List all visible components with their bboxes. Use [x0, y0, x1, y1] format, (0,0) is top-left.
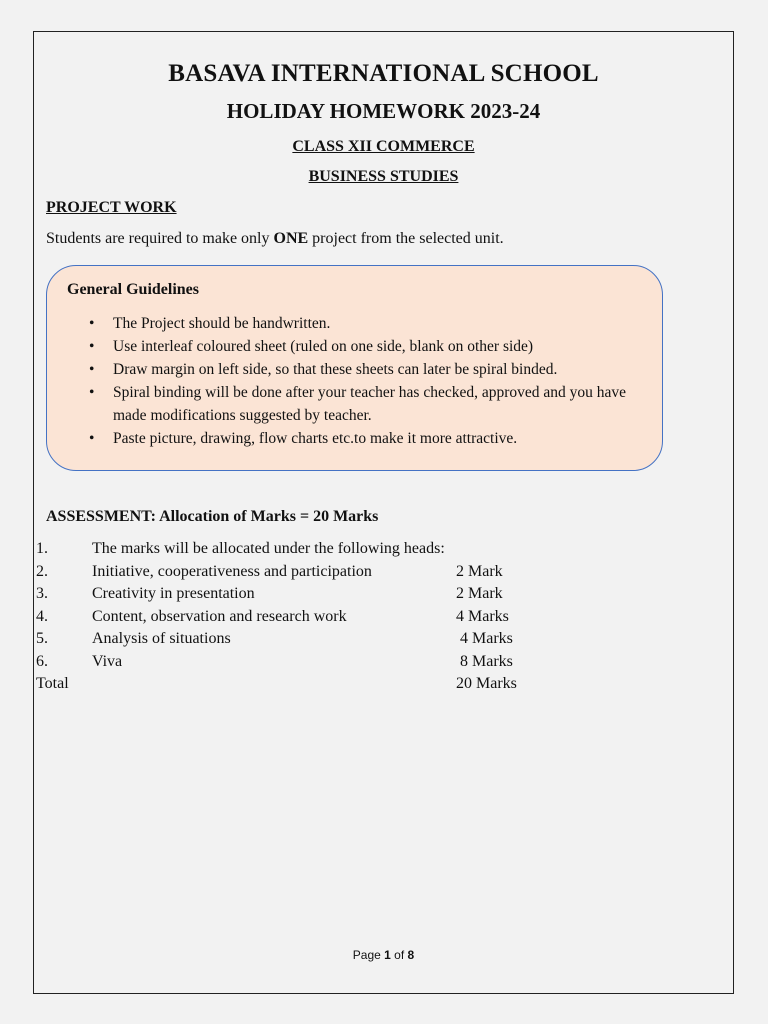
row-head: Analysis of situations — [92, 630, 231, 647]
row-marks: 4 Marks — [456, 630, 513, 647]
total-marks: 20 Marks — [456, 675, 517, 692]
guideline-item — [67, 358, 647, 381]
page-current: 1 — [384, 948, 391, 962]
guideline-text: Draw margin on left side, so that these sheets can later be spiral binded. — [113, 361, 558, 378]
row-marks: 2 Mark — [456, 585, 503, 602]
bullet-icon: • — [89, 361, 95, 378]
page-total: 8 — [407, 948, 415, 962]
row-number: 5. — [36, 630, 48, 647]
of-word: of — [394, 948, 405, 962]
total-row — [36, 673, 536, 696]
marks-row — [36, 538, 536, 561]
guidelines-list — [67, 312, 647, 450]
row-number: 4. — [36, 607, 48, 625]
guideline-text: Paste picture, drawing, flow charts etc.to make it more attractive. — [113, 430, 518, 447]
row-number: 2. — [36, 562, 48, 580]
row-head: Content, observation and research work — [92, 607, 347, 625]
guideline-text: Spiral binding will be done after your teacher has checked, approved and you have made modifications suggested by teacher. — [113, 384, 627, 424]
intro-text-before: Students are required to make only — [46, 230, 274, 247]
row-head: Initiative, cooperativeness and participation — [92, 562, 372, 580]
marks-row — [36, 628, 536, 651]
intro-text-bold: ONE — [273, 230, 309, 247]
row-head: Creativity in presentation — [92, 585, 255, 602]
school-name: BASAVA INTERNATIONAL SCHOOL — [168, 60, 599, 87]
row-number: 1. — [36, 540, 48, 557]
project-intro — [46, 230, 504, 248]
row-marks: 2 Mark — [456, 562, 503, 580]
guidelines-box — [46, 265, 663, 471]
guideline-item — [67, 335, 647, 358]
guideline-item — [67, 427, 647, 450]
row-number: 6. — [36, 652, 48, 670]
bullet-icon: • — [89, 338, 95, 355]
bullet-icon: • — [89, 384, 95, 401]
page-footer — [33, 948, 734, 962]
class-name: CLASS XII COMMERCE — [292, 138, 475, 155]
row-marks: 4 Marks — [456, 607, 509, 625]
guideline-text: Use interleaf coloured sheet (ruled on one side, blank on other side) — [113, 338, 534, 355]
guideline-item — [67, 312, 647, 335]
total-label: Total — [36, 675, 69, 692]
intro-text-after: project from the selected unit. — [308, 230, 504, 247]
bullet-icon: • — [89, 430, 95, 447]
row-head: Viva — [92, 652, 123, 670]
marks-row — [36, 583, 536, 606]
row-number: 3. — [36, 585, 48, 602]
marks-row — [36, 651, 536, 674]
row-head: The marks will be allocated under the following heads: — [92, 540, 445, 557]
subject-title: BUSINESS STUDIES — [308, 168, 459, 185]
assessment-heading: ASSESSMENT: Allocation of Marks = 20 Marks — [46, 508, 379, 525]
marks-table — [36, 538, 536, 696]
marks-row — [36, 561, 536, 584]
row-marks: 8 Marks — [456, 652, 513, 670]
guideline-text: The Project should be handwritten. — [113, 315, 331, 332]
guidelines-title: General Guidelines — [67, 281, 199, 298]
homework-title: HOLIDAY HOMEWORK 2023-24 — [226, 99, 541, 123]
project-work-heading: PROJECT WORK — [46, 199, 177, 216]
page-word: Page — [352, 948, 381, 962]
marks-row — [36, 606, 536, 629]
guideline-item — [67, 381, 647, 427]
bullet-icon: • — [89, 315, 95, 332]
